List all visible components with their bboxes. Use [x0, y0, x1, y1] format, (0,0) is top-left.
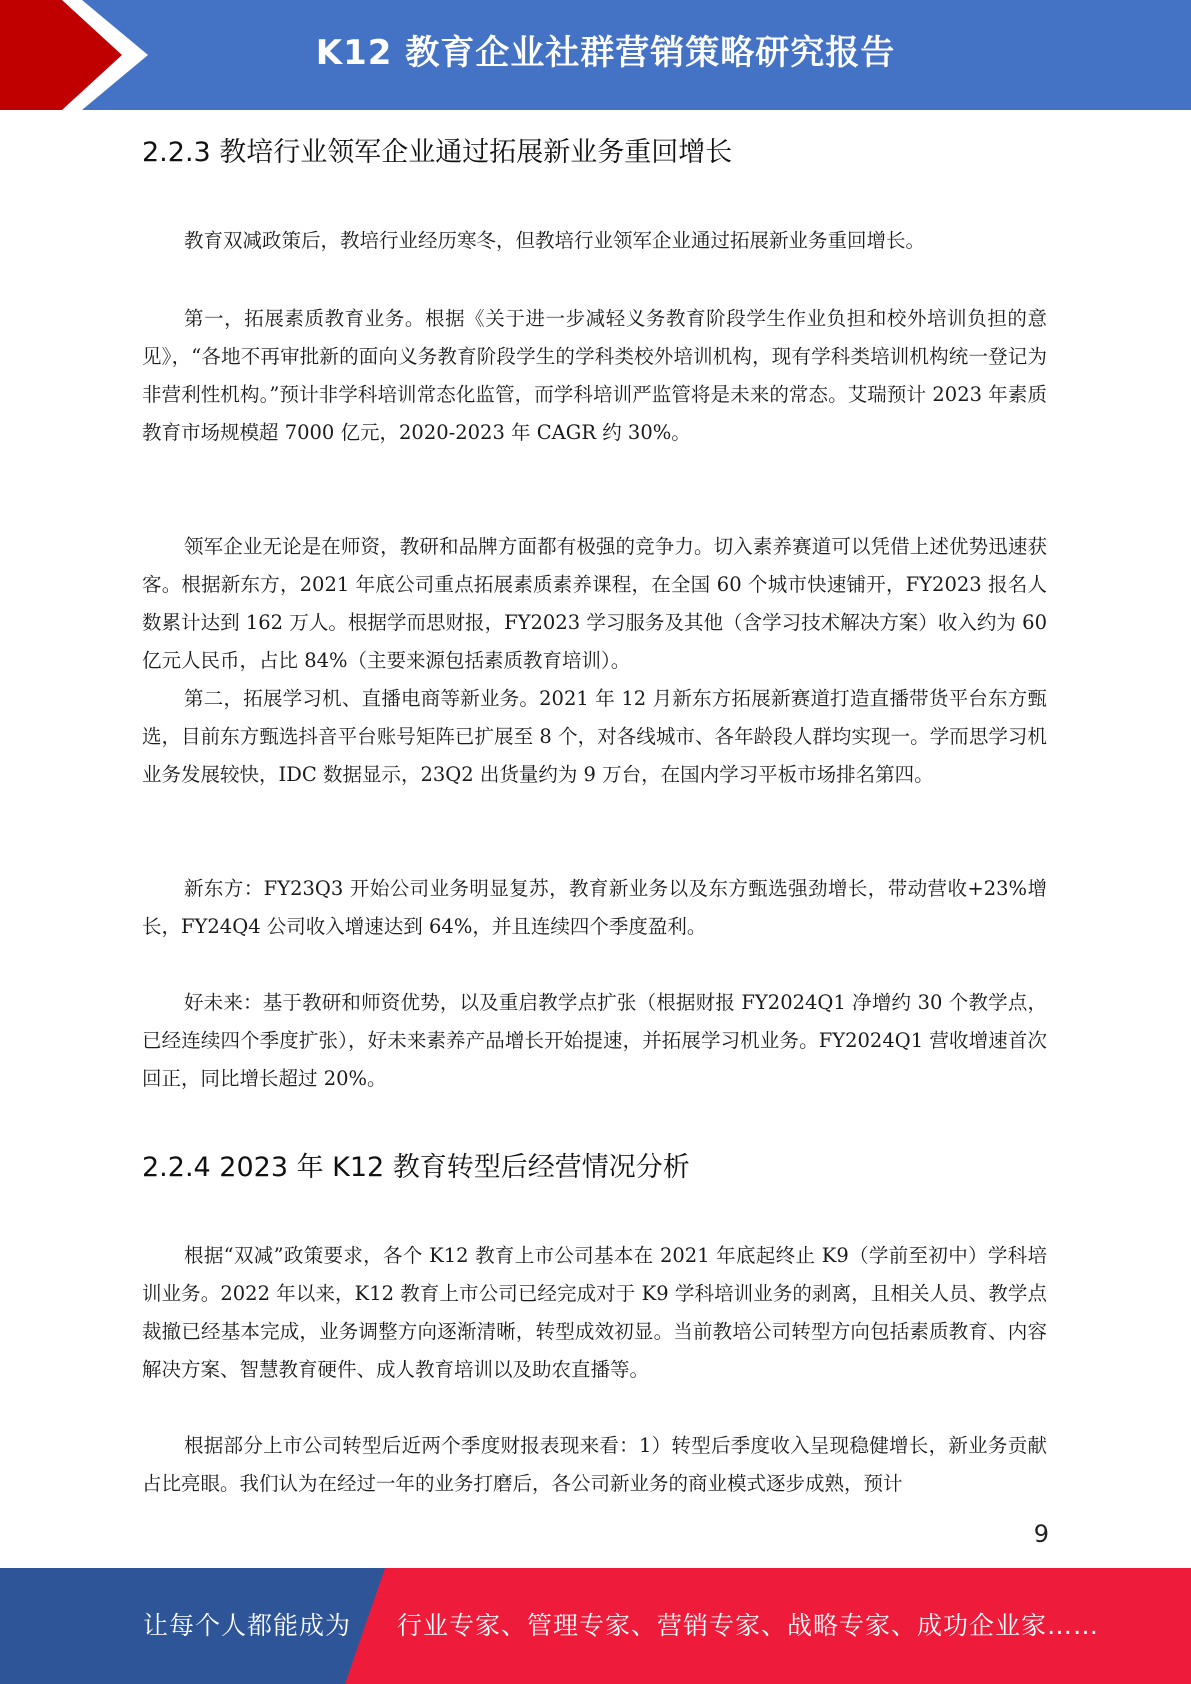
- paragraph: 领军企业无论是在师资，教研和品牌方面都有极强的竞争力。切入素养赛道可以凭借上述优势迅速获客。根据新东方，2021 年底公司重点拓展素质素养课程，在全国 60 个城市快速铺开，FY2023 报名人数累计达到 162 万人。根据学而思财报，FY2023 学习服务及其他（含学习技术解决方案）收入约为 60 亿元人民币，占比 84%（主要来源包括素质教育培训）。: [142, 535, 1047, 672]
- section-heading-2-2-3: 2.2.3 教培行业领军企业通过拓展新业务重回增长: [142, 137, 733, 168]
- paragraph: 第一，拓展素质教育业务。根据《关于进一步减轻义务教育阶段学生作业负担和校外培训负担的意见》，“各地不再审批新的面向义务教育阶段学生的学科类校外培训机构，现有学科类培训机构统一登记为非营利性机构。”预计非学科培训常态化监管，而学科培训严监管将是未来的常态。艾瑞预计 2023 年素质教育市场规模超 7000 亿元，2020-2023 年 CAGR 约 30%。: [142, 307, 1047, 444]
- footer-slogan-right: 行业专家、管理专家、营销专家、战略专家、成功企业家……: [397, 1611, 1100, 1640]
- report-title: K12 教育企业社群营销策略研究报告: [315, 33, 896, 73]
- paragraph: 根据“双减”政策要求，各个 K12 教育上市公司基本在 2021 年底起终止 K9（学前至初中）学科培训业务。2022 年以来，K12 教育上市公司已经完成对于 K9 学科培训业务的剥离，且相关人员、教学点裁撤已经基本完成，业务调整方向逐渐清晰，转型成效初显。当前教培公司转型方向包括素质教育、内容解决方案、智慧教育硬件、成人教育培训以及助农直播等。: [142, 1244, 1047, 1381]
- footer-slogan-left: 让每个人都能成为: [143, 1611, 352, 1640]
- page-footer: [0, 1568, 1191, 1684]
- page-header: [0, 0, 1191, 110]
- paragraph: 第二，拓展学习机、直播电商等新业务。2021 年 12 月新东方拓展新赛道打造直播带货平台东方甄选，目前东方甄选抖音平台账号矩阵已扩展至 8 个，对各线城市、各年龄段人群均实现一。学而思学习机业务发展较快，IDC 数据显示，23Q2 出货量约为 9 万台，在国内学习平板市场排名第四。: [142, 687, 1047, 786]
- paragraph: 好未来：基于教研和师资优势，以及重启教学点扩张（根据财报 FY2024Q1 净增约 30 个教学点，已经连续四个季度扩张），好未来素养产品增长开始提速，并拓展学习机业务。FY2024Q1 营收增速首次回正，同比增长超过 20%。: [142, 991, 1047, 1090]
- page-number: 9: [1033, 1520, 1049, 1548]
- paragraph: 教育双减政策后，教培行业经历寒冬，但教培行业领军企业通过拓展新业务重回增长。: [184, 229, 926, 252]
- paragraph: 新东方：FY23Q3 开始公司业务明显复苏，教育新业务以及东方甄选强劲增长，带动营收+23%增长，FY24Q4 公司收入增速达到 64%，并且连续四个季度盈利。: [142, 877, 1047, 938]
- paragraph: 根据部分上市公司转型后近两个季度财报表现来看：1）转型后季度收入呈现稳健增长，新业务贡献占比亮眼。我们认为在经过一年的业务打磨后，各公司新业务的商业模式逐步成熟，预计: [142, 1434, 1047, 1495]
- section-heading-2-2-4: 2.2.4 2023 年 K12 教育转型后经营情况分析: [142, 1152, 690, 1183]
